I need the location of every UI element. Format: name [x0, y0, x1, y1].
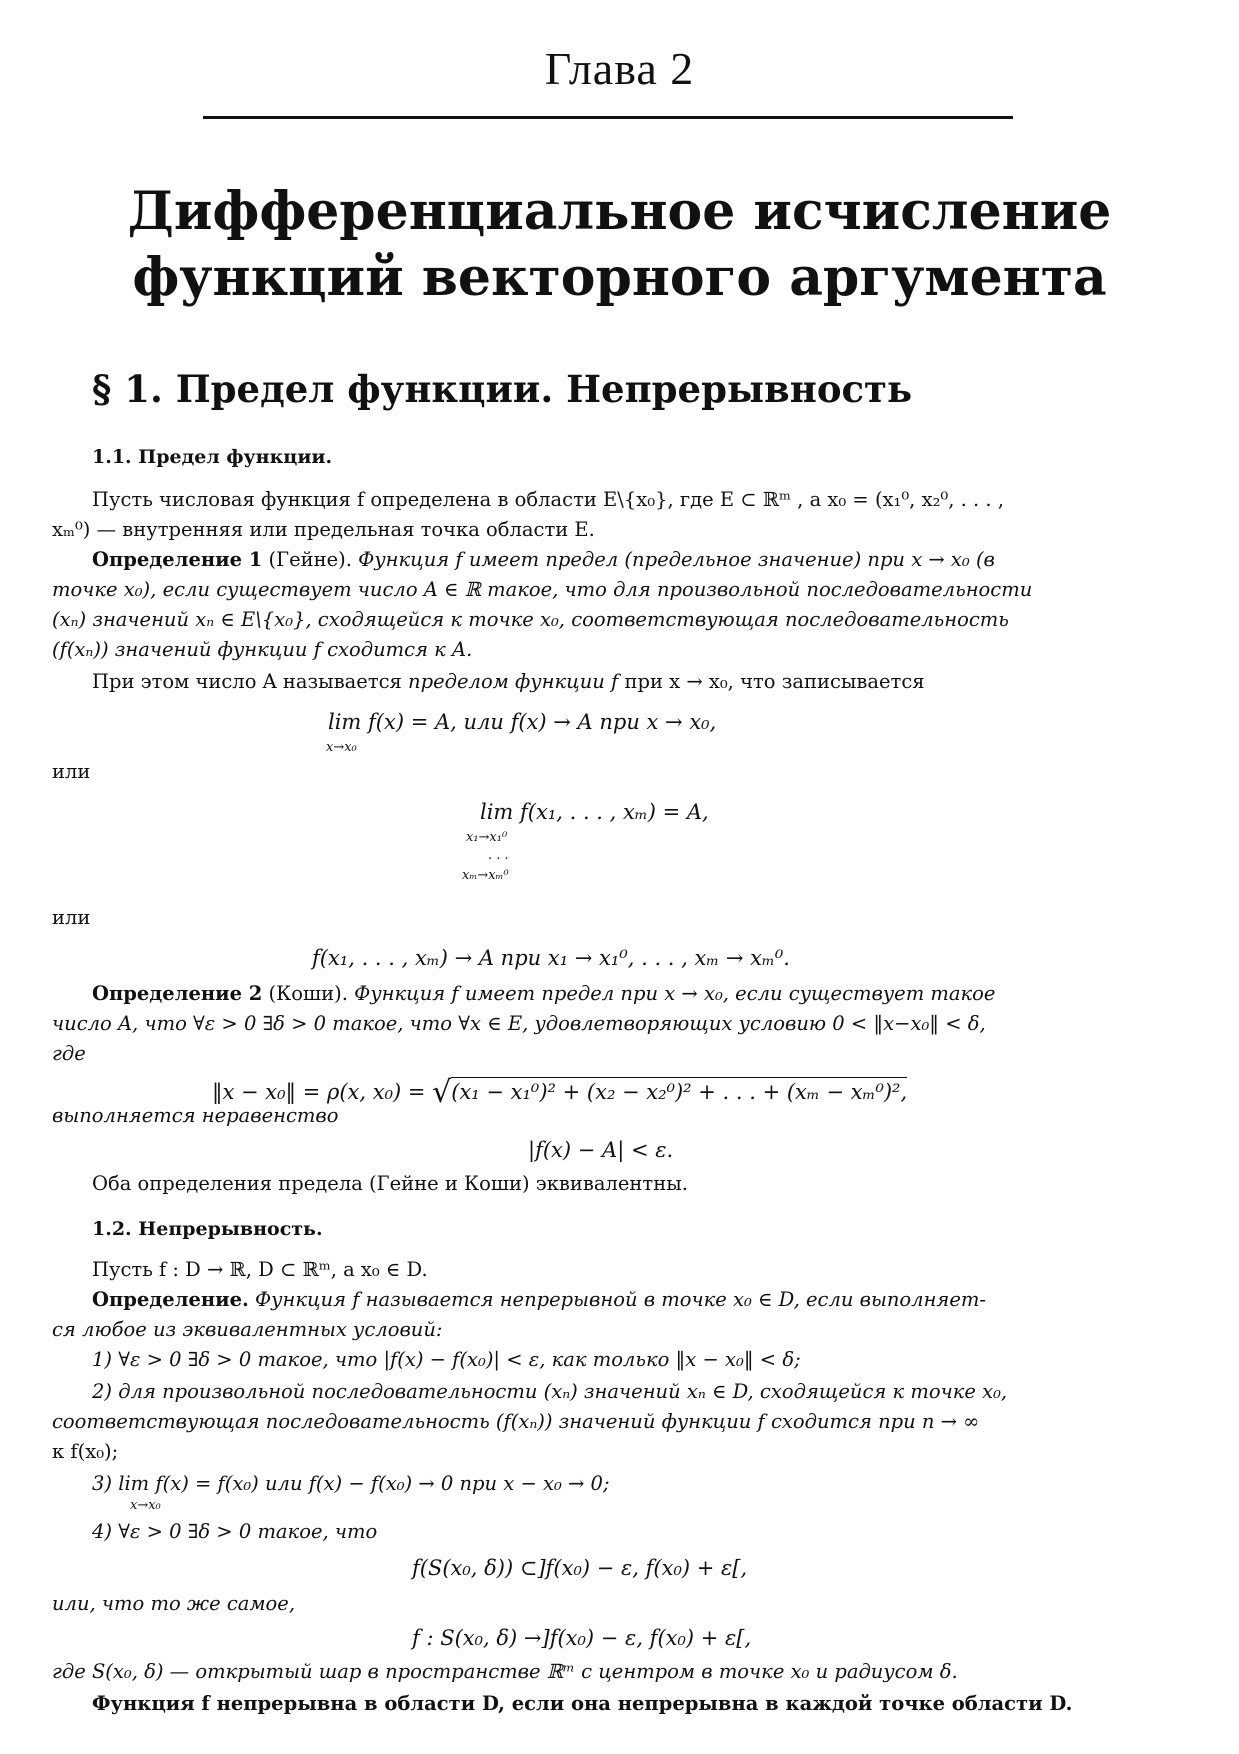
formula-limit-2-subscript-3: xₘ→xₘ⁰	[462, 868, 509, 883]
chapter-title-line-1: Дифференциальное исчисление	[127, 181, 1112, 242]
limit-intro	[92, 670, 925, 693]
or-text-1: или	[52, 760, 91, 783]
final-statement-rest: непрерывна в области D, если она непрерывна в каждой точке области D.	[209, 1692, 1073, 1715]
condition-1: 1) ∀ε > 0 ∃δ > 0 такое, что |f(x) − f(x₀)| < ε, как только ‖x − x₀‖ < δ;	[92, 1348, 801, 1371]
condition-3: 3) lim f(x) = f(x₀) или f(x) − f(x₀) → 0 при x − x₀ → 0;	[92, 1472, 610, 1495]
definition-2-label: Определение 2	[92, 982, 263, 1005]
ball-definition: где S(x₀, δ) — открытый шар в пространстве ℝᵐ с центром в точке x₀ и радиусом δ.	[52, 1660, 958, 1683]
continuity-definition-line-1	[92, 1288, 986, 1311]
limit-intro-text: При этом число A называется	[92, 670, 409, 693]
condition-2-line-1: 2) для произвольной последовательности (xₙ) значений xₙ ∈ D, сходящейся к точке x₀,	[92, 1380, 1008, 1403]
limit-intro-term: пределом функции f	[408, 670, 619, 693]
formula-limit-3: f(x₁, . . . , xₘ) → A при x₁ → x₁⁰, . . . , xₘ → xₘ⁰.	[312, 946, 790, 970]
or-text-2: или	[52, 906, 91, 929]
norm-formula-radical: (x₁ − x₁⁰)² + (x₂ − x₂⁰)² + . . . + (xₘ − xₘ⁰)²,	[451, 1077, 907, 1104]
section-heading: § 1. Предел функции. Непрерывность	[92, 367, 913, 411]
definition-1-line-3: (xₙ) значений xₙ ∈ E\{x₀}, сходящейся к точке x₀, соответствующая последовательность	[52, 608, 1009, 631]
formula-limit-2: lim f(x₁, . . . , xₘ) = A,	[480, 800, 709, 824]
definition-1-author: (Гейне).	[262, 548, 359, 571]
subsection-heading-continuity: 1.2. Непрерывность.	[92, 1218, 323, 1240]
intro-line-2: xₘ⁰) — внутренняя или предельная точка области E.	[52, 518, 595, 541]
sqrt-sign: √	[432, 1075, 452, 1110]
definition-1-text: Функция f имеет предел (предельное значение) при x → x₀ (в	[358, 548, 995, 571]
final-statement	[92, 1692, 1072, 1715]
norm-formula	[212, 1072, 908, 1110]
condition-2-line-2: соответствующая последовательность (f(xₙ)) значений функции f сходится при n → ∞	[52, 1410, 980, 1433]
continuity-definition-label: Определение.	[92, 1288, 249, 1311]
intro-line-1: Пусть числовая функция f определена в области E\{x₀}, где E ⊂ ℝᵐ , а x₀ = (x₁⁰, x₂⁰, . . . ,	[92, 488, 1004, 511]
continuity-definition-line-2: ся любое из эквивалентных условий:	[52, 1318, 443, 1341]
definition-2-text: Функция f имеет предел при x → x₀, если существует такое	[354, 982, 996, 1005]
equivalence-text: Оба определения предела (Гейне и Коши) эквивалентны.	[92, 1172, 688, 1195]
condition-4: 4) ∀ε > 0 ∃δ > 0 такое, что	[92, 1520, 378, 1543]
inequality-formula: |f(x) − A| < ε.	[528, 1138, 674, 1162]
limit-intro-rest: при x → x₀, что записывается	[618, 670, 925, 693]
definition-1-line-1	[92, 548, 995, 571]
formula-limit-2-subscript-1: x₁→x₁⁰	[466, 830, 508, 845]
definition-1-label: Определение 1	[92, 548, 263, 571]
formula-limit-1: lim f(x) = A, или f(x) → A при x → x₀,	[328, 710, 717, 734]
definition-1-line-2: точке x₀), если существует число A ∈ ℝ такое, что для произвольной последовательности	[52, 578, 1033, 601]
formula-mapping: f : S(x₀, δ) →]f(x₀) − ε, f(x₀) + ε[,	[412, 1626, 752, 1650]
definition-2-author: (Коши).	[262, 982, 355, 1005]
same-text: или, что то же самое,	[52, 1592, 296, 1615]
formula-limit-2-subscript-2: . . .	[488, 848, 509, 863]
formula-limit-1-subscript: x→x₀	[326, 740, 357, 755]
chapter-title-line-2: функций векторного аргумента	[132, 247, 1107, 308]
formula-image-in-interval: f(S(x₀, δ)) ⊂]f(x₀) − ε, f(x₀) + ε[,	[412, 1556, 748, 1580]
continuity-definition-text: Функция f называется непрерывной в точке x₀ ∈ D, если выполняет-	[248, 1288, 986, 1311]
condition-2-line-3: к f(x₀);	[52, 1440, 119, 1463]
norm-formula-lhs: ‖x − x₀‖ = ρ(x, x₀) =	[212, 1080, 433, 1104]
definition-2-line-3: где	[52, 1042, 86, 1065]
final-statement-subject: Функция f	[92, 1692, 210, 1715]
continuity-intro: Пусть f : D → ℝ, D ⊂ ℝᵐ, а x₀ ∈ D.	[92, 1258, 428, 1281]
holds-text: выполняется неравенство	[52, 1104, 339, 1127]
chapter-heading: Глава 2	[544, 43, 695, 94]
chapter-rule	[203, 116, 1013, 119]
definition-1-line-4: (f(xₙ)) значений функции f сходится к A.	[52, 638, 473, 661]
subsection-heading-limit: 1.1. Предел функции.	[92, 446, 333, 468]
definition-2-line-1	[92, 982, 995, 1005]
definition-2-line-2: число A, что ∀ε > 0 ∃δ > 0 такое, что ∀x ∈ E, удовлетворяющих условию 0 < ‖x−x₀‖ < δ,	[52, 1012, 986, 1035]
condition-3-subscript: x→x₀	[130, 1498, 161, 1513]
